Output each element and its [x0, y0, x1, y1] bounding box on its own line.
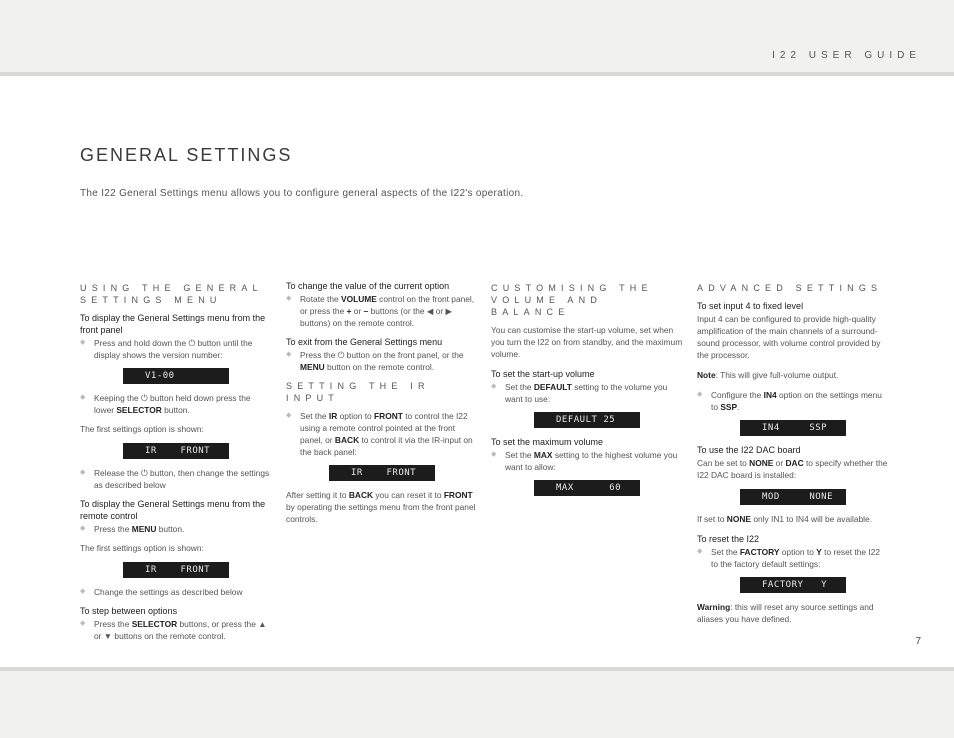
list-item: ◆ Press the ⏻ button on the front panel, or the MENU button on the remote control.	[286, 349, 478, 373]
lcd-display: DEFAULT 25	[534, 412, 640, 428]
sub-heading: To change the value of the current option	[286, 281, 450, 291]
column-2	[286, 280, 478, 533]
page-title: GENERAL SETTINGS	[80, 145, 293, 165]
sub-heading: To set input 4 to fixed level	[697, 301, 804, 311]
paragraph: After setting it to BACK you can reset it to FRONT by operating the settings menu from the front panel controls.	[286, 490, 476, 524]
lcd-display: IR FRONT	[123, 562, 229, 578]
list-item: ◆ Set the IR option to FRONT to control the I22 using a remote control pointed at the front panel, or BACK to control it via the IR-input on the back panel:	[286, 410, 478, 458]
sub-heading: To display the General Settings menu from the remote control	[80, 499, 266, 521]
section-heading: SETTING THE IR INPUT	[286, 381, 430, 403]
power-icon: ⏻	[141, 468, 148, 478]
lcd-display: IN4 SSP	[740, 420, 846, 436]
sub-heading: To reset the I22	[697, 534, 760, 544]
paragraph: You can customise the start-up volume, set when you turn the I22 on from standby, and the maximum volume.	[491, 325, 683, 359]
paragraph: The first settings option is shown:	[80, 424, 204, 434]
paragraph: Can be set to NONE or DAC to specify whether the I22 DAC board is installed:	[697, 458, 888, 480]
lcd-display: MOD NONE	[740, 489, 846, 505]
list-item: ◆ Press the SELECTOR buttons, or press the ▲ or ▼ buttons on the remote control.	[80, 618, 270, 642]
intro-text: The I22 General Settings menu allows you to configure general aspects of the I22's operation.	[80, 188, 524, 199]
lcd-display: FACTORY Y	[740, 577, 846, 593]
top-margin	[0, 0, 954, 72]
list-item: ◆ Configure the IN4 option on the settings menu to SSP.	[697, 389, 889, 413]
section-heading: USING THE GENERAL SETTINGS MENU	[80, 283, 263, 305]
down-arrow-icon: ▼	[103, 631, 113, 641]
power-icon: ⏻	[141, 393, 148, 403]
power-icon: ⏻	[188, 338, 196, 348]
list-item: ◆ Press the MENU button.	[80, 523, 270, 535]
list-item: ◆ Keeping the ⏻ button held down press the lower SELECTOR button.	[80, 392, 270, 416]
bottom-divider	[0, 667, 954, 671]
lcd-display: IR FRONT	[329, 465, 435, 481]
column-4	[697, 280, 889, 633]
up-arrow-icon: ▲	[258, 619, 267, 629]
page-number: 7	[915, 636, 921, 647]
paragraph: Warning: this will reset any source settings and aliases you have defined.	[697, 602, 874, 624]
guide-title: I22 USER GUIDE	[772, 50, 921, 61]
sub-heading: To display the General Settings menu from the front panel	[80, 313, 266, 335]
column-1	[80, 280, 270, 649]
paragraph: The first settings option is shown:	[80, 543, 204, 553]
left-arrow-icon: ◀	[426, 306, 434, 316]
sub-heading: To set the maximum volume	[491, 437, 604, 447]
list-item: ◆ Release the ⏻ button, then change the settings as described below	[80, 467, 270, 491]
lcd-display: IR FRONT	[123, 443, 229, 459]
section-heading: ADVANCED SETTINGS	[697, 283, 883, 293]
list-item: ◆ Change the settings as described below	[80, 586, 270, 598]
sub-heading: To use the I22 DAC board	[697, 445, 801, 455]
lcd-display: V1-00	[123, 368, 229, 384]
list-item: ◆ Set the FACTORY option to Y to reset the I22 to the factory default settings:	[697, 546, 889, 570]
paragraph: Input 4 can be configured to provide high-quality amplification of the main channels of a surround-sound processor, with volume control provided by the processor.	[697, 314, 881, 360]
column-3	[491, 280, 683, 504]
lcd-display: MAX 60	[534, 480, 640, 496]
list-item: ◆ Rotate the VOLUME control on the front panel, or press the + or – buttons (or the ◀ or ▶ buttons) on the remote control.	[286, 293, 478, 329]
note: Note: This will give full-volume output.	[697, 370, 839, 380]
paragraph: If set to NONE only IN1 to IN4 will be available.	[697, 514, 873, 524]
list-item: ◆ Set the DEFAULT setting to the volume you want to use:	[491, 381, 683, 405]
right-arrow-icon: ▶	[445, 306, 452, 316]
power-icon: ⏻	[337, 350, 345, 360]
sub-heading: To exit from the General Settings menu	[286, 337, 443, 347]
sub-heading: To step between options	[80, 606, 178, 616]
sub-heading: To set the start-up volume	[491, 369, 595, 379]
list-item: ◆ Press and hold down the ⏻ button until the display shows the version number:	[80, 337, 270, 361]
section-heading: CUSTOMISING THE VOLUME AND BALANCE	[491, 283, 653, 317]
list-item: ◆ Set the MAX setting to the highest volume you want to allow:	[491, 449, 683, 473]
